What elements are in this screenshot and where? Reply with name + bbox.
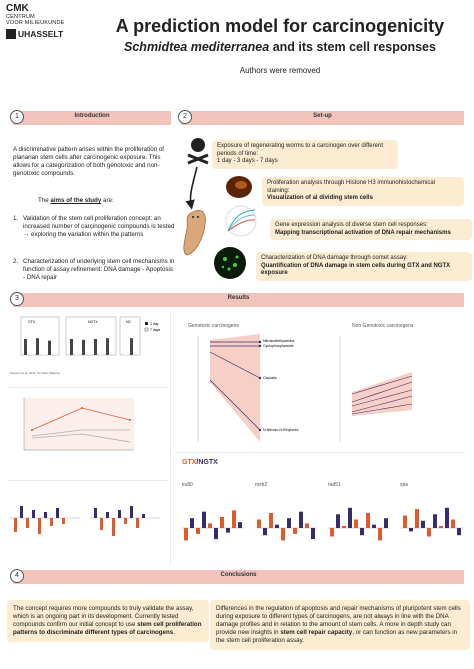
reference-note: Stevens et al. 2017, Sci Rep (Nature) (10, 371, 60, 375)
logo (6, 4, 86, 54)
gene-bar (409, 528, 413, 531)
gene-bar (378, 528, 382, 540)
setup-box-comet: Characterization of DNA damage through comet assay: Quantification of DNA damage in stem cells during GTX and NGTX exposure (256, 252, 472, 281)
authors: Authors were removed (239, 66, 321, 75)
gene-bar (238, 522, 242, 528)
results-divider-h1 (8, 387, 168, 388)
apoptosis-bar (56, 508, 59, 518)
small-bar (94, 339, 97, 355)
gene-bar (287, 518, 291, 528)
gene-bar (421, 521, 425, 528)
gene-ku80: ku80 (182, 482, 193, 488)
apoptosis-bar (106, 512, 109, 518)
gene-bar (415, 509, 419, 528)
logo-line3: VOOR MILIEUKUNDE (6, 20, 65, 26)
repair-line-chart (10, 390, 160, 462)
gene-bar (384, 518, 388, 528)
gene-bar (281, 528, 285, 540)
small-bar (106, 338, 109, 355)
gene-bar (208, 523, 212, 528)
gene-expression-bars (178, 488, 468, 568)
small-bar (30, 340, 33, 355)
gene-bar (330, 528, 334, 537)
setup-box-proliferation: Proliferation analysis through Histone H3 immunohistochemical staining: Visualization of al dividing stem cells (262, 177, 464, 206)
poster-title: A prediction model for carcinogenicity (115, 16, 445, 36)
small-bar (54, 337, 57, 355)
gtx-label-cp: Cyclophosphamide (263, 344, 294, 348)
gene-bar (190, 518, 194, 528)
apoptosis-bar (32, 510, 35, 518)
gene-bar (269, 513, 273, 528)
aim-item-1: 1. Validation of the stem cell proliferation concept: an increased number of carcinogenic compounds is tested → exploring the variation within the patterns (13, 215, 175, 238)
small-bar (42, 339, 45, 355)
conclusion-right: Differences in the regulation of apoptosis and repair mechanisms of pluripotent stem cells during exposure to different types of carcinogens, are not always in line with the DNA damage profiles and in relation to the amount of stem cells. A more in depth study can provide new insights in stem cell repair capacity, or can function as new parameters in the stem cell proliferation assay. (210, 600, 470, 650)
aims-heading: The aims of the study are: (38, 197, 114, 204)
planarian-icon (184, 210, 206, 255)
gene-bar (263, 528, 267, 535)
results-divider (170, 312, 171, 564)
gene-bar (184, 528, 188, 540)
apoptosis-bar (44, 512, 47, 518)
apoptosis-bar (50, 518, 53, 526)
bar-panel-gtx-label: GTX (28, 320, 36, 324)
gene-bar (257, 520, 261, 529)
proliferation-bar-charts (8, 312, 163, 382)
gene-bar (433, 514, 437, 528)
section-bar-conclusions: 4 Conclusions (13, 570, 464, 584)
small-bar (82, 340, 85, 355)
apoptosis-bar (130, 506, 133, 518)
logo-line2: CENTRUM (6, 14, 35, 20)
bar-panel-nc-label: NC (126, 320, 132, 324)
poster-subtitle: Schmidtea mediterranea and its stem cell responses (124, 40, 436, 54)
apoptosis-bar (136, 518, 139, 528)
apoptosis-bar (124, 518, 127, 524)
intro-paragraph: A discriminative pattern arises within the proliferation of planarian stem cells after carcinogenic exposure. This allows for a categorization of both genotoxic and non-genotoxic compounds. (13, 146, 164, 177)
small-bar (48, 341, 51, 355)
gene-bar (299, 512, 303, 528)
logo-uhasselt: UHASSELT (6, 29, 86, 39)
comet-assay-icon (214, 247, 246, 279)
results-divider-h3 (175, 452, 465, 453)
legend-7days: 7 days (150, 328, 161, 332)
nongenotoxic-title: Non Genotoxic carcinogens (352, 323, 414, 329)
section-bar-results: 3 Results (13, 293, 464, 307)
gene-xpa: xpa (400, 482, 409, 488)
gene-bar (342, 526, 346, 528)
apoptosis-bar (100, 518, 103, 530)
uhasselt-mark-icon (6, 29, 16, 39)
apoptosis-bar (142, 514, 145, 518)
gene-bar (427, 528, 431, 537)
gene-bar (348, 508, 352, 528)
setup-box-gene-expression: Gene expression analysis of diverse stem cell responses: Mapping transcriptional activation of DNA repair mechanisms (270, 219, 472, 240)
genotoxic-title: Genotoxic carcinogens (188, 323, 239, 329)
logo-cmk: CMK (6, 3, 29, 14)
gene-rad51: rad51 (328, 482, 341, 488)
gene-curves-icon (226, 206, 256, 236)
small-bar (88, 338, 91, 355)
apoptosis-bar (14, 518, 17, 532)
section-bar-introduction: 1 Introduction (13, 111, 171, 125)
gene-bar (457, 528, 461, 535)
gene-bar (220, 517, 224, 528)
apoptosis-bar (38, 518, 41, 534)
setup-box-exposure: Exposure of regenerating worms to a carcinogen over different periods of time: 1 day - 3 days - 7 days (212, 140, 398, 169)
gene-bar (439, 526, 443, 528)
gene-bar (196, 528, 200, 534)
gene-bar (311, 528, 315, 539)
small-bar (124, 339, 127, 355)
gene-bar (214, 528, 218, 539)
flow-arrow-icon (190, 167, 197, 205)
small-bar (70, 339, 73, 355)
small-bar (36, 338, 39, 355)
gtx-label-ndea: Nitrosodiethylamine (263, 339, 295, 343)
gene-bar (275, 525, 279, 528)
gene-bar (305, 523, 309, 528)
apoptosis-bar-charts (8, 488, 163, 558)
gene-bar (354, 520, 358, 529)
legend-1day: 1 day (150, 322, 159, 326)
gene-bar (372, 525, 376, 528)
bar-legend (145, 322, 161, 332)
small-bar (24, 339, 27, 355)
gene-bar (366, 513, 370, 528)
gene-msh2: msh2 (255, 482, 268, 488)
gene-bar (451, 520, 455, 529)
apoptosis-bar (118, 510, 121, 518)
small-bar (76, 337, 79, 355)
results-divider-h2 (8, 480, 168, 481)
gene-bar (226, 528, 230, 533)
gtx-ngtx-heading: GTX/NGTX (182, 459, 218, 466)
bar-panel-ngtx-label: NGTX (88, 320, 98, 324)
gene-bar (293, 528, 297, 534)
aim-item-2: 2. Characterization of underlying stem cell mechanisms in function of assay refinement: DNA damage - Apoptosis - DNA repair (13, 258, 175, 281)
apoptosis-bar (112, 518, 115, 536)
section-bar-setup: 2 Set-up (181, 111, 464, 125)
gene-bar (336, 514, 340, 528)
gene-bar (445, 508, 449, 528)
hazard-icon (188, 138, 208, 163)
gene-bar (403, 516, 407, 528)
apoptosis-bar (94, 508, 97, 518)
apoptosis-bar (20, 506, 23, 518)
carcinogen-slope-charts (180, 332, 470, 447)
gene-bar (232, 510, 236, 528)
gene-bar (360, 528, 364, 535)
gtx-label-cisplatin: Cisplatin (263, 376, 277, 380)
small-bar (100, 337, 103, 355)
conclusion-left: The concept requires more compounds to truly validate the assay, which is an ongoing part in its development. Currently tested compounds confirm our initial concept to use stem cell proliferation patterns to discriminate different types of carcinogens. (7, 600, 209, 642)
gtx-label-enu: N-Nitroso-N-Ethylurea (263, 428, 299, 432)
gene-bar (202, 512, 206, 528)
small-bar (130, 338, 133, 355)
apoptosis-bar (62, 518, 65, 524)
apoptosis-bar (26, 518, 29, 528)
